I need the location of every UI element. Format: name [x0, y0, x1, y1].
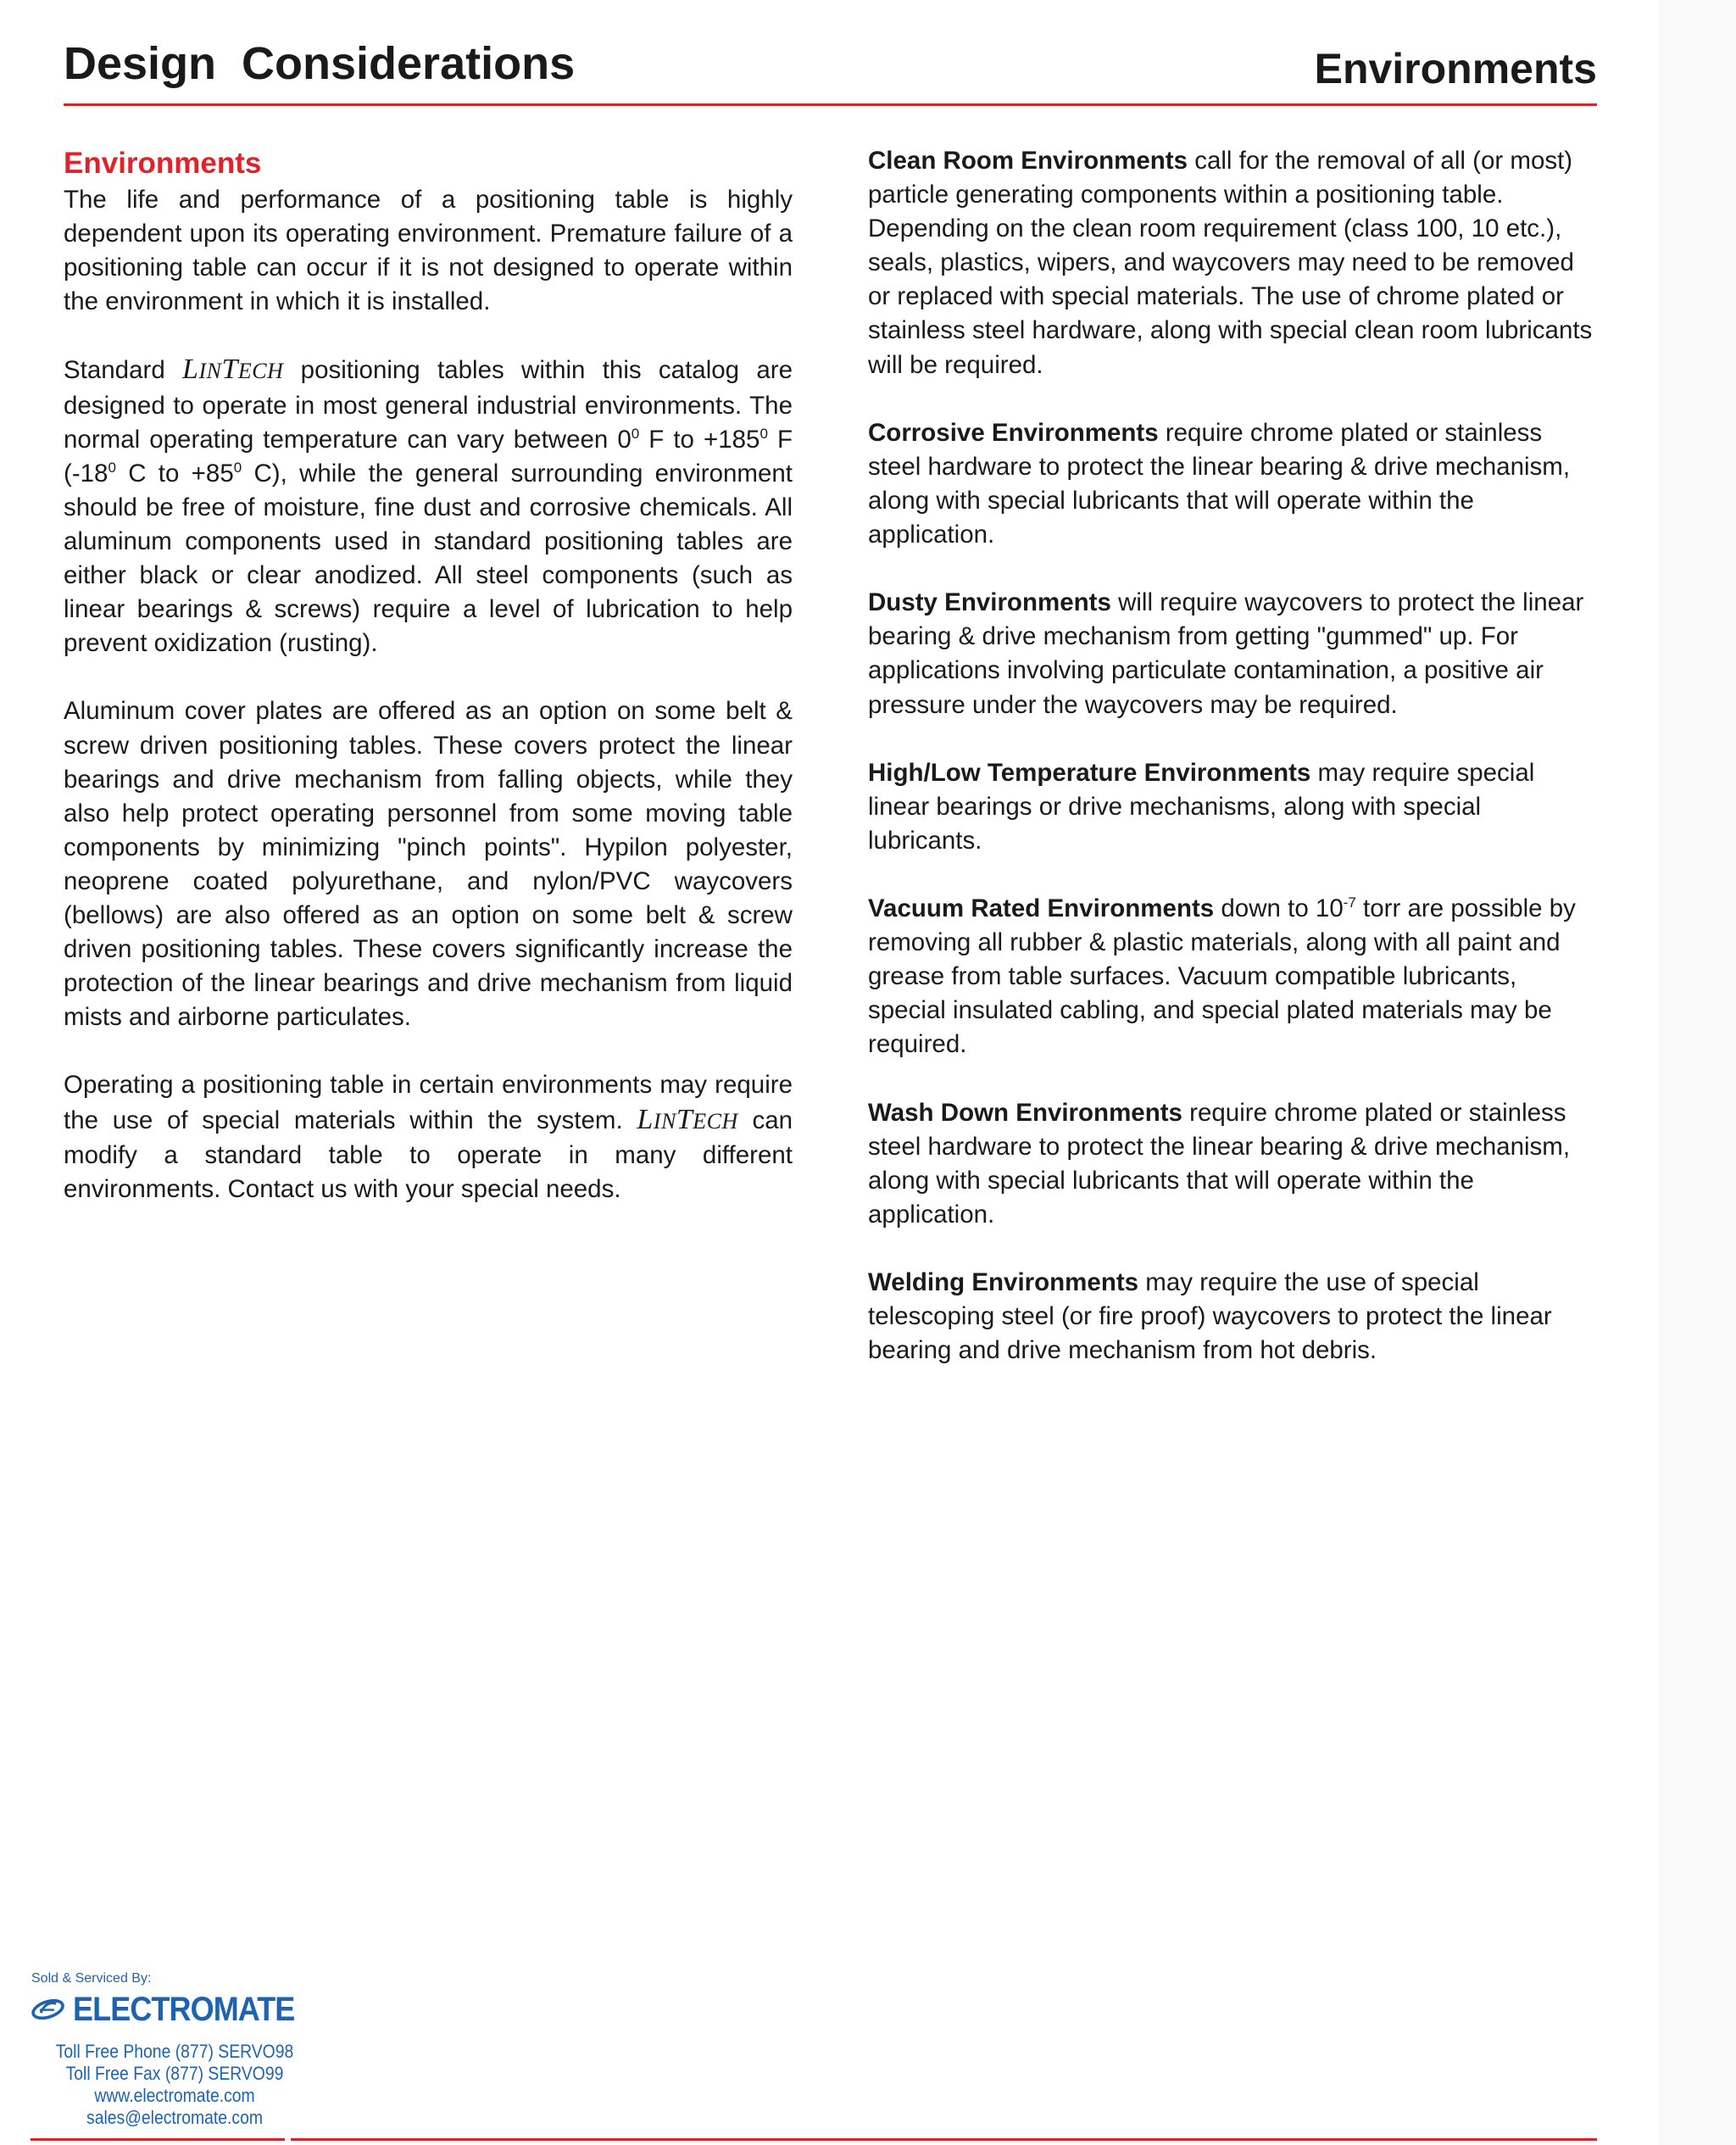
website-link[interactable]: www.electromate.com	[94, 2085, 255, 2106]
clean-room-paragraph	[868, 144, 1599, 382]
special-materials-paragraph	[64, 1068, 793, 1206]
electromate-logo-icon	[31, 1990, 68, 2029]
brand-letter: L	[182, 354, 199, 386]
phone-line: Toll Free Phone (877) SERVO98	[55, 2041, 294, 2062]
degree-sup: 0	[760, 425, 768, 442]
text-run: positioning tables within this catalog are designed to operate in most general industrial environments. The normal operating temperature can vary between 0	[64, 356, 793, 454]
paragraph-lead: High/Low Temperature Environments	[868, 758, 1311, 787]
brand-letter: T	[221, 354, 238, 386]
dusty-paragraph	[868, 586, 1599, 722]
text-run: Operating a positioning table in certain environments may require the use of special materials within the system.	[64, 1071, 793, 1134]
page-title: Design Considerations	[64, 38, 576, 89]
right-column	[868, 144, 1599, 1401]
paragraph-lead: Wash Down Environments	[868, 1098, 1182, 1127]
paragraph-lead: Vacuum Rated Environments	[868, 894, 1215, 923]
text-run: may require special linear bearings or drive mechanisms, along with special lubricants.	[868, 758, 1535, 855]
text-run: torr are possible by removing all rubber & plastic materials, along with all paint and grease from table surfaces. Vacuum compatible lubricants, special insulated cabling, and special plated materials may be required.	[868, 894, 1576, 1059]
fax-line: Toll Free Fax (877) SERVO99	[65, 2063, 284, 2084]
wash-down-paragraph	[868, 1096, 1599, 1232]
brand-letters: ECH	[237, 359, 284, 384]
brand-letters: IN	[198, 359, 222, 384]
electromate-logo	[31, 1990, 319, 2029]
welding-paragraph	[868, 1266, 1599, 1368]
paragraph-lead: Dusty Environments	[868, 588, 1111, 617]
text-run: require chrome plated or stainless steel hardware to protect the linear bearing & drive mechanism, along with special lubricants that will operate within the application.	[868, 1098, 1571, 1228]
exponent-sup: -7	[1343, 894, 1356, 911]
text-run: Standard	[64, 356, 183, 385]
sold-by-label: Sold & Serviced By:	[31, 1971, 152, 1986]
text-run: will require waycovers to protect the linear bearing & drive mechanism from getting "gummed" up. For applications involving particulate contamination, a positive air pressure under the waycovers may be required.	[868, 588, 1584, 719]
degree-sup: 0	[233, 459, 242, 476]
text-run: F (-18	[64, 425, 793, 488]
left-column	[64, 144, 793, 1240]
degree-sup: 0	[108, 459, 116, 476]
text-run: C), while the general surrounding environment should be free of moisture, fine dust and corrosive chemicals. All aluminum components used in standard positioning tables are either black or clear anodized. All steel components (such as linear bearings & screws) require a level of lubrication to help prevent oxidization (rusting).	[64, 459, 793, 658]
brand-letter: T	[676, 1103, 693, 1135]
vacuum-paragraph	[868, 892, 1599, 1061]
brand-letter: L	[637, 1103, 654, 1135]
text-run: can modify a standard table to operate in many different environments. Contact us with your special needs.	[64, 1106, 793, 1203]
degree-sup: 0	[631, 425, 640, 442]
company-name: ELECTROMATE	[72, 1990, 294, 2028]
text-run: call for the removal of all (or most) particle generating components within a positioning table. Depending on the clean room requirement (class 100, 10 etc.), seals, plastics, wipers, and waycovers may need to be removed or replaced with special materials. The use of chrome plated or stainless steel hardware, along with special clean room lubricants will be required.	[868, 147, 1593, 379]
intro-paragraph: The life and performance of a positioning table is highly dependent upon its operating environment. Premature failure of a positioning table can occur if it is not designed to operate within the environment in which it is installed.	[64, 186, 793, 316]
footer-rule	[31, 2138, 285, 2141]
text-run: may require the use of special telescoping steel (or fire proof) waycovers to protect the linear bearing and drive mechanism from hot debris.	[868, 1268, 1552, 1365]
text-run: C to +85	[115, 459, 234, 488]
brand-letters: IN	[653, 1108, 676, 1134]
section-title: Environments	[1314, 45, 1597, 92]
text-run: down to 10	[1214, 894, 1344, 923]
standard-tables-paragraph	[64, 353, 793, 660]
footer-rule	[291, 2138, 1597, 2141]
section-heading: Environments	[64, 147, 262, 180]
contact-block	[47, 2041, 301, 2129]
lintech-brand	[637, 1104, 737, 1135]
email-link[interactable]: sales@electromate.com	[86, 2107, 263, 2128]
paragraph-lead: Clean Room Environments	[868, 147, 1188, 175]
text-run: F to +185	[639, 425, 760, 454]
brand-letters: ECH	[693, 1108, 738, 1134]
dealer-footer	[31, 1971, 319, 2129]
paragraph-lead: Corrosive Environments	[868, 418, 1159, 447]
temperature-paragraph	[868, 756, 1599, 858]
corrosive-paragraph	[868, 416, 1599, 552]
cover-plates-paragraph: Aluminum cover plates are offered as an option on some belt & screw driven positioning tables. These covers protect the linear bearings and drive mechanism from falling objects, while they also help protect operating personnel from some moving table components by minimizing "pinch points". Hypilon polyester, neoprene coated polyurethane, and nylon/PVC waycovers (bellows) are also offered as an option on some belt & screw driven positioning tables. These covers significantly increase the protection of the linear bearings and drive mechanism from liquid mists and airborne particulates.	[64, 697, 793, 1032]
text-run: require chrome plated or stainless steel hardware to protect the linear bearing & drive mechanism, along with special lubricants that will operate within the application.	[868, 418, 1571, 549]
paragraph-lead: Welding Environments	[868, 1268, 1139, 1297]
header-rule	[64, 103, 1597, 106]
page-edge-strip	[1658, 0, 1736, 2145]
lintech-brand	[182, 354, 283, 385]
